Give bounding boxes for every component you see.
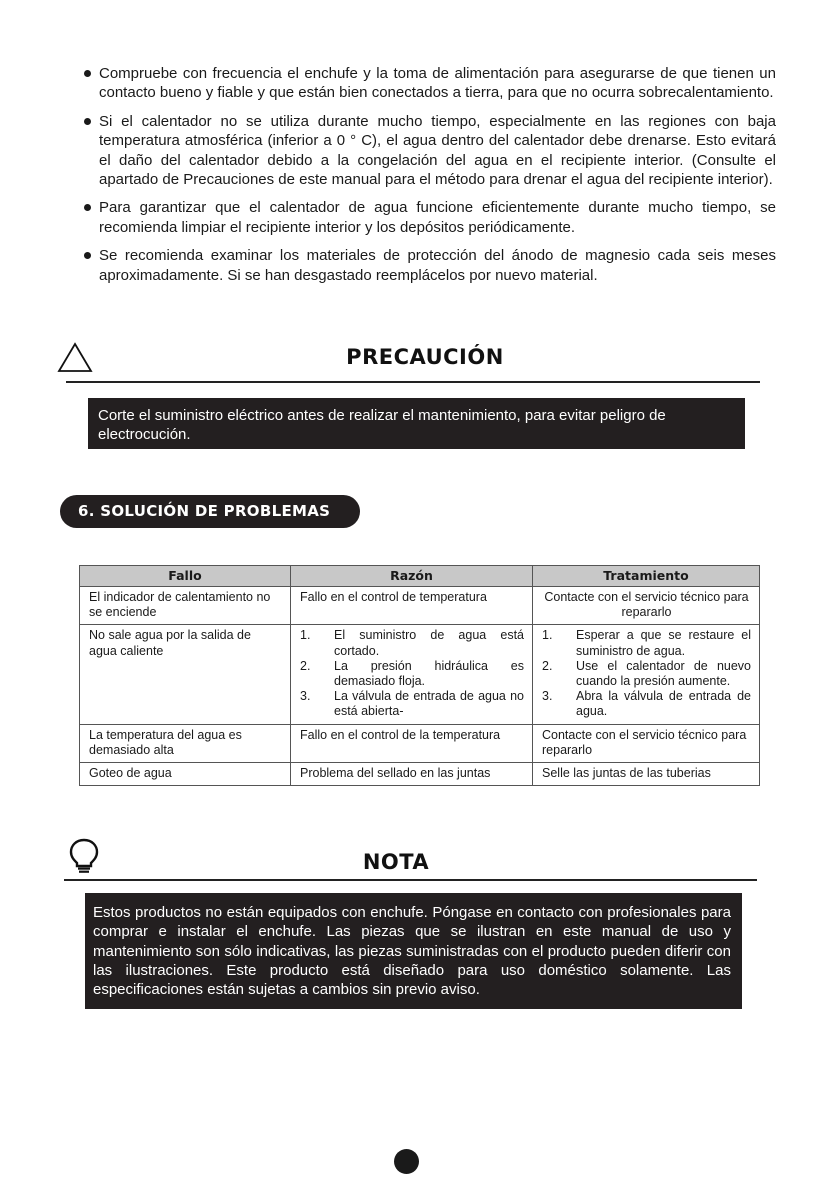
treatment-cell	[533, 625, 760, 724]
maintenance-bullet-list	[80, 64, 776, 294]
table-header-row	[80, 566, 760, 587]
bullet-item: Para garantizar que el calentador de agua funcione eficientemente durante mucho tiempo, se recomienda limpiar el recipiente interior y los depósitos periódicamente.	[80, 198, 776, 237]
table-row	[80, 724, 760, 762]
note-box: Estos productos no están equipados con enchufe. Póngase en contacto con profesionales para comprar e instalar el enchufe. Las piezas que se ilustran en este manual de uso y mantenimiento son sólo indicativas, las piezas suministradas con el producto pueden diferir con las ilustraciones. Este producto está diseñado para uso doméstico solamente. Las especificaciones están sujetas a cambios sin previo aviso.	[85, 893, 742, 1009]
treatment-cell: Contacte con el servicio técnico para repararlo	[533, 724, 760, 762]
warning-triangle-icon	[57, 342, 93, 373]
list-item: 3. Abra la válvula de entrada de agua.	[542, 689, 751, 719]
section-heading-troubleshooting: 6. SOLUCIÓN DE PROBLEMAS	[60, 495, 360, 528]
table-row	[80, 587, 760, 625]
reason-cell: Fallo en el control de la temperatura	[291, 724, 533, 762]
page-marker-icon	[394, 1149, 419, 1174]
reason-cell: Fallo en el control de temperatura	[291, 587, 533, 625]
reason-cell	[291, 625, 533, 724]
column-header: Razón	[291, 566, 533, 587]
bullet-item: Si el calentador no se utiliza durante mucho tiempo, especialmente en las regiones con baja temperatura atmosférica (inferior a 0 ° C), el agua dentro del calentador debe drenarse. Esto evitará el daño del calentador debido a la congelación del agua en el recipiente interior. (Consulte el apartado de Precauciones de este manual para el método para drenar el agua del recipiente interior).	[80, 112, 776, 190]
treatment-list	[542, 628, 751, 719]
lightbulb-icon	[68, 838, 100, 876]
fault-cell: La temperatura del agua es demasiado alta	[80, 724, 291, 762]
fault-cell: Goteo de agua	[80, 763, 291, 786]
fault-cell: El indicador de calentamiento no se enciende	[80, 587, 291, 625]
note-title: NOTA	[362, 850, 430, 874]
list-item: 1. El suministro de agua está cortado.	[300, 628, 524, 658]
column-header: Tratamiento	[533, 566, 760, 587]
list-item: 3. La válvula de entrada de agua no está abierta-	[300, 689, 524, 719]
list-item: 2. Use el calentador de nuevo cuando la presión aumente.	[542, 658, 751, 689]
bullet-item: Compruebe con frecuencia el enchufe y la toma de alimentación para asegurarse de que tienen un contacto bueno y fiable y que están bien conectados a tierra, para que no ocurra sobrecalentamiento.	[80, 64, 776, 103]
treatment-cell: Contacte con el servicio técnico para repararlo	[533, 587, 760, 625]
caution-divider	[66, 381, 760, 383]
list-item: 1. Esperar a que se restaure el suministro de agua.	[542, 628, 751, 658]
caution-box: Corte el suministro eléctrico antes de realizar el mantenimiento, para evitar peligro de electrocución.	[88, 398, 745, 449]
table-row	[80, 763, 760, 786]
list-item: 2. La presión hidráulica es demasiado floja.	[300, 658, 524, 689]
reason-cell: Problema del sellado en las juntas	[291, 763, 533, 786]
note-divider	[64, 879, 757, 881]
treatment-cell: Selle las juntas de las tuberias	[533, 763, 760, 786]
column-header: Fallo	[80, 566, 291, 587]
reason-list	[300, 628, 524, 719]
bullet-item: Se recomienda examinar los materiales de protección del ánodo de magnesio cada seis meses aproximadamente. Si se han desgastado reemplácelos por nuevo material.	[80, 246, 776, 285]
troubleshooting-table	[79, 565, 760, 786]
table-row	[80, 625, 760, 724]
fault-cell: No sale agua por la salida de agua caliente	[80, 625, 291, 724]
caution-title: PRECAUCIÓN	[346, 345, 504, 369]
